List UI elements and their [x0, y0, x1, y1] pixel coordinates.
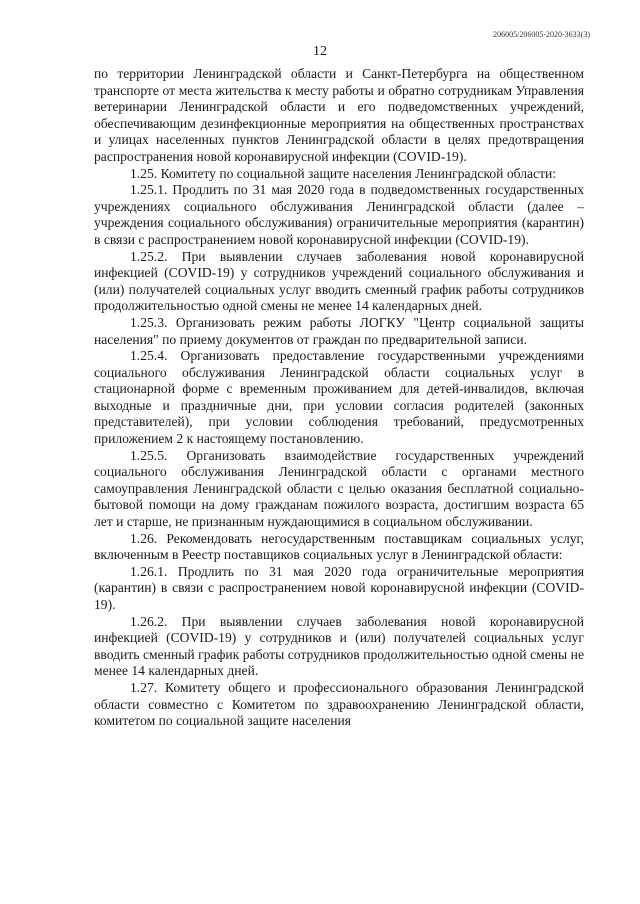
paragraph-1-25-4: 1.25.4. Организовать предоставление государственными учреждениями социального обслуживания Ленинградской области социальных услуг в стационарной форме с временным проживанием для детей-инвалидов, включая выходные и праздничные дни, при условии согласия родителей (законных представителей), при условии соблюдения требований, предусмотренных приложением 2 к настоящему постановлению.	[94, 348, 584, 447]
paragraph-1-25-2: 1.25.2. При выявлении случаев заболевания новой коронавирусной инфекцией (COVID-19) у сотрудников учреждений социального обслуживания и (или) получателей социальных услуг вводить сменный график работы сотрудников продолжительностью одной смены не менее 14 календарных дней.	[94, 248, 584, 314]
paragraph-continuation: по территории Ленинградской области и Санкт-Петербурга на общественном транспорте от места жительства к месту работы и обратно сотрудникам Управления ветеринарии Ленинградской области и его подведомственных учреждений, обеспечивающим дезинфекционные мероприятия на общественных пространствах и улицах населенных пунктов Ленинградской области в целях предотвращения распространения новой коронавирусной инфекции (COVID-19).	[94, 66, 584, 164]
paragraph-1-25-1: 1.25.1. Продлить по 31 мая 2020 года в подведомственных государственных учреждениях социального обслуживания Ленинградской области (далее – учреждения социального обслуживания) ограничительные мероприятия (карантин) в связи с распространением новой коронавирусной инфекции (COVID-19).	[94, 182, 584, 247]
paragraph-1-25-3: 1.25.3. Организовать режим работы ЛОГКУ "Центр социальной защиты населения" по приему документов от граждан по предварительной записи.	[94, 314, 584, 347]
paragraph-1-26: 1.26. Рекомендовать негосударственным поставщикам социальных услуг, включенным в Реестр поставщиков социальных услуг в Ленинградской области:	[94, 530, 584, 563]
paragraph-1-25-5: 1.25.5. Организовать взаимодействие государственных учреждений социального обслуживания Ленинградской области с органами местного самоуправления Ленинградской области с целью оказания бесплатной социально-бытовой помощи на дому гражданам пожилого возраста, достигшим возраста 65 лет и старше, не признанным нуждающимися в социальном обслуживании.	[94, 447, 584, 530]
document-body	[94, 66, 584, 730]
paragraph-1-27: 1.27. Комитету общего и профессионального образования Ленинградской области совместно с Комитетом по здравоохранению Ленинградской области, комитетом по социальной защите населения	[94, 679, 584, 729]
document-id: 206005/206005-2020-3633(3)	[493, 30, 590, 39]
paragraph-1-26-1: 1.26.1. Продлить по 31 мая 2020 года ограничительные мероприятия (карантин) в связи с распространением новой коронавирусной инфекции (COVID-19).	[94, 563, 584, 612]
paragraph-1-25: 1.25. Комитету по социальной защите населения Ленинградской области:	[130, 165, 557, 181]
page-number: 12	[313, 44, 327, 59]
paragraph-1-26-2: 1.26.2. При выявлении случаев заболевания новой коронавирусной инфекцией (COVID-19) у сотрудников и (или) получателей социальных услуг вводить сменный график работы сотрудников продолжительностью одной смены не менее 14 календарных дней.	[94, 613, 584, 679]
